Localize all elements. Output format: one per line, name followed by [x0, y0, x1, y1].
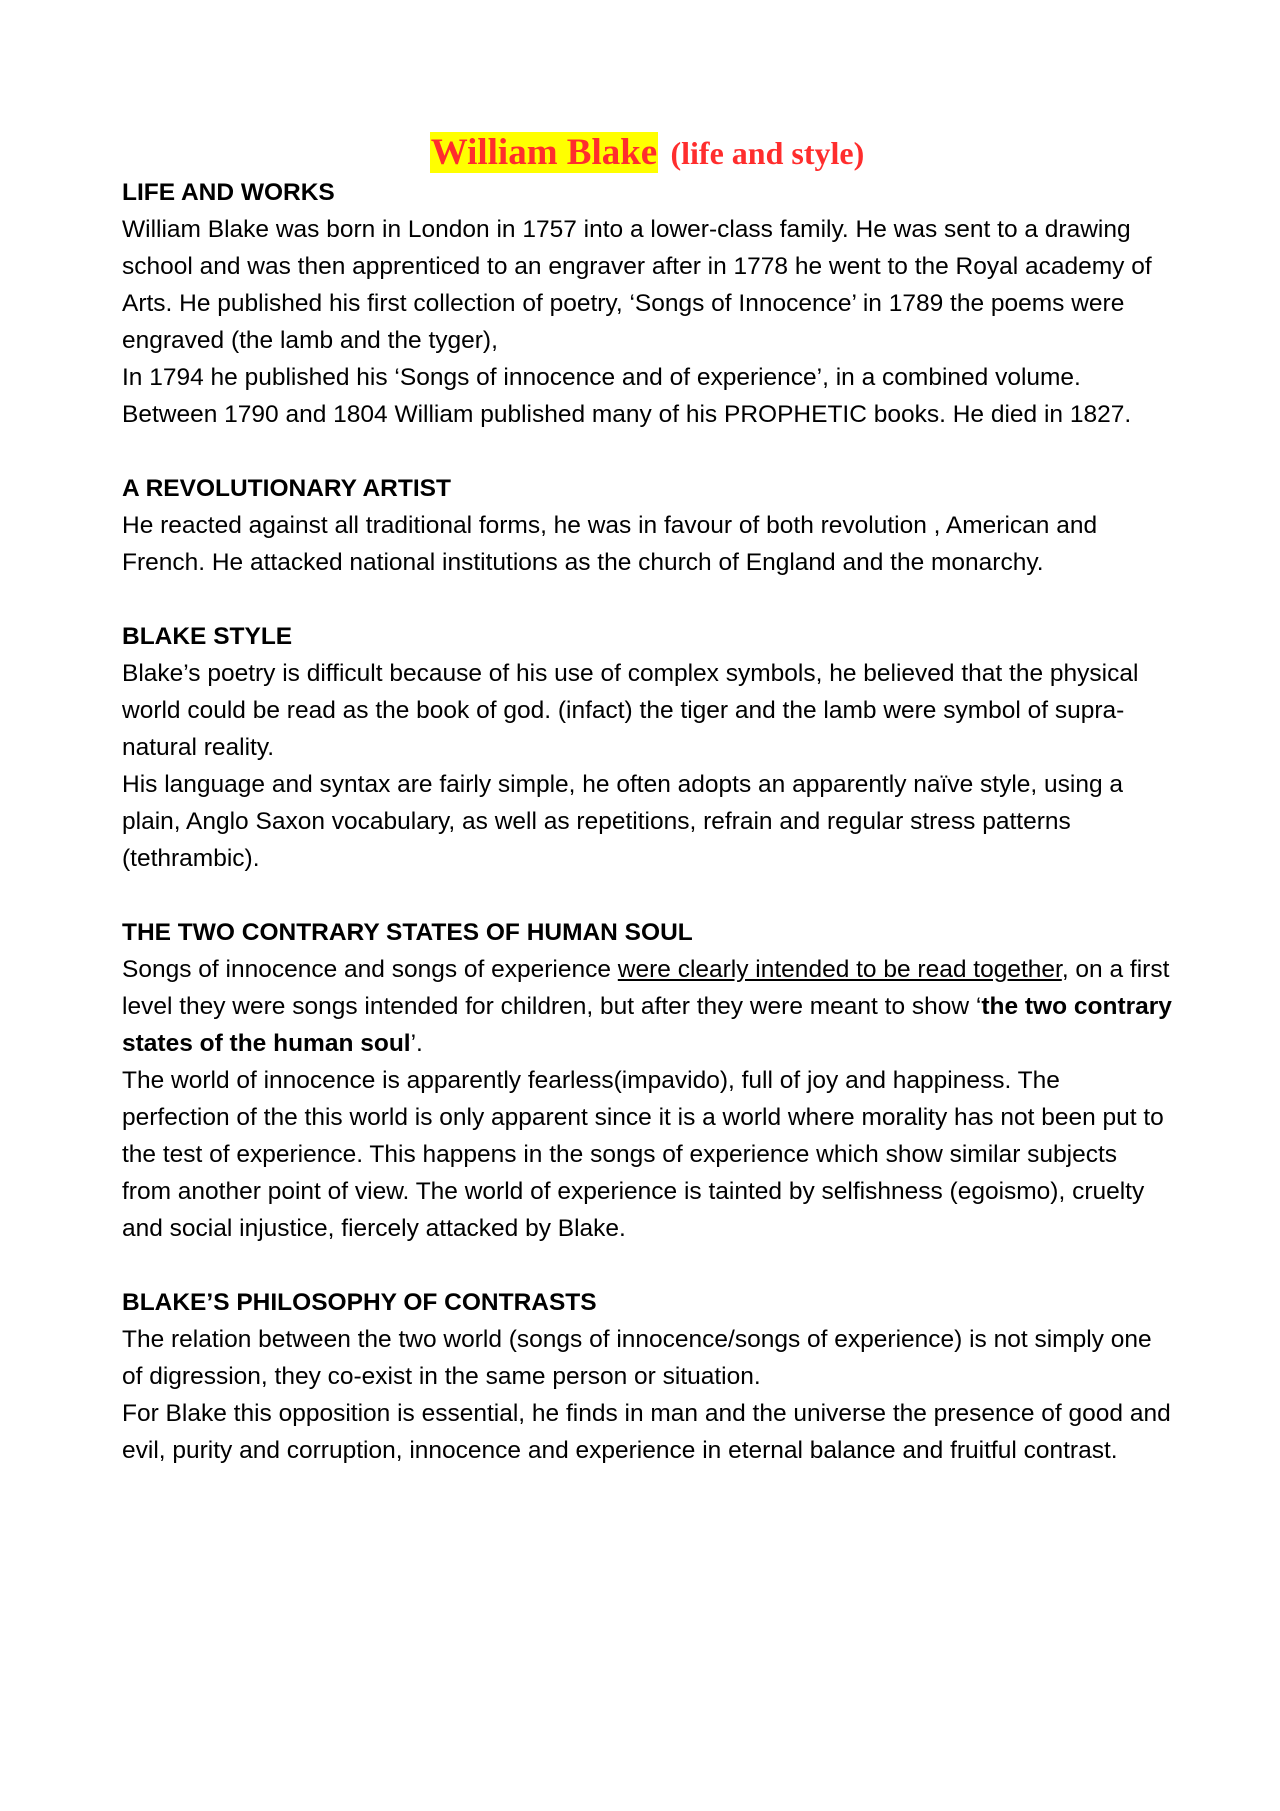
paragraph: He reacted against all traditional forms, he was in favour of both revolution , American and French. He attacked national institutions as the church of England and the monarchy. [122, 512, 1098, 576]
section-heading: A REVOLUTIONARY ARTIST [122, 475, 451, 502]
paragraph: The world of innocence is apparently fearless(impavido), full of joy and happiness. The perfection of the this world is only apparent since it is a world where morality has not been put to the test of experience. This happens in the songs of experience which show similar subjects from another point of view. The world of experience is tainted by selfishness (egoismo), cruelty and social injustice, fiercely attacked by Blake. [122, 1067, 1164, 1242]
paragraph: In 1794 he published his ‘Songs of innocence and of experience’, in a combined volume. [122, 364, 1081, 391]
spacer [122, 1247, 1172, 1284]
spacer [122, 877, 1172, 914]
section-heading: THE TWO CONTRARY STATES OF HUMAN SOUL [122, 919, 693, 946]
paragraph: William Blake was born in London in 1757 into a lower-class family. He was sent to a drawing school and was then apprenticed to an engraver after in 1778 he went to the Royal academy of Arts. He published his first collection of poetry, ‘Songs of Innocence’ in 1789 the poems were engraved (the lamb and the tyger), [122, 216, 1152, 354]
title-main: William Blake [430, 132, 658, 173]
section-revolutionary-artist [122, 470, 1172, 581]
section-blake-style [122, 618, 1172, 877]
paragraph: Blake’s poetry is difficult because of his use of complex symbols, he believed that the physical world could be read as the book of god. (infact) the tiger and the lamb were symbol of supra-natural reality. [122, 660, 1139, 761]
paragraph: The relation between the two world (songs of innocence/songs of experience) is not simply one of digression, they co-exist in the same person or situation. [122, 1326, 1152, 1390]
bold-text: the two contrary states of the human soul [122, 993, 1172, 1057]
paragraph: Between 1790 and 1804 William published many of his PROPHETIC books. He died in 1827. [122, 401, 1132, 428]
document-page [122, 122, 1172, 1469]
text-run: ’. [410, 1030, 423, 1057]
underlined-text: were clearly intended to be read together [617, 956, 1062, 983]
title-subtitle: (life and style) [670, 135, 865, 171]
paragraph: His language and syntax are fairly simple, he often adopts an apparently naïve style, using a plain, Anglo Saxon vocabulary, as well as repetitions, refrain and regular stress patterns (tethrambic). [122, 771, 1124, 872]
text-run: Songs of innocence and songs of experience [122, 956, 618, 983]
section-philosophy-of-contrasts [122, 1284, 1172, 1469]
section-two-contrary-states [122, 914, 1172, 1247]
text-run: , on a first level they were songs intended for children, but after they were meant to show ‘ [122, 956, 1170, 1020]
paragraph: For Blake this opposition is essential, he finds in man and the universe the presence of good and evil, purity and corruption, innocence and experience in eternal balance and fruitful contrast. [122, 1400, 1171, 1464]
paragraph [122, 951, 1172, 1062]
section-heading: BLAKE’S PHILOSOPHY OF CONTRASTS [122, 1289, 597, 1316]
section-life-and-works [122, 174, 1172, 433]
section-heading: BLAKE STYLE [122, 623, 293, 650]
spacer [122, 581, 1172, 618]
section-heading: LIFE AND WORKS [122, 179, 335, 206]
spacer [122, 433, 1172, 470]
document-title [122, 122, 1172, 174]
